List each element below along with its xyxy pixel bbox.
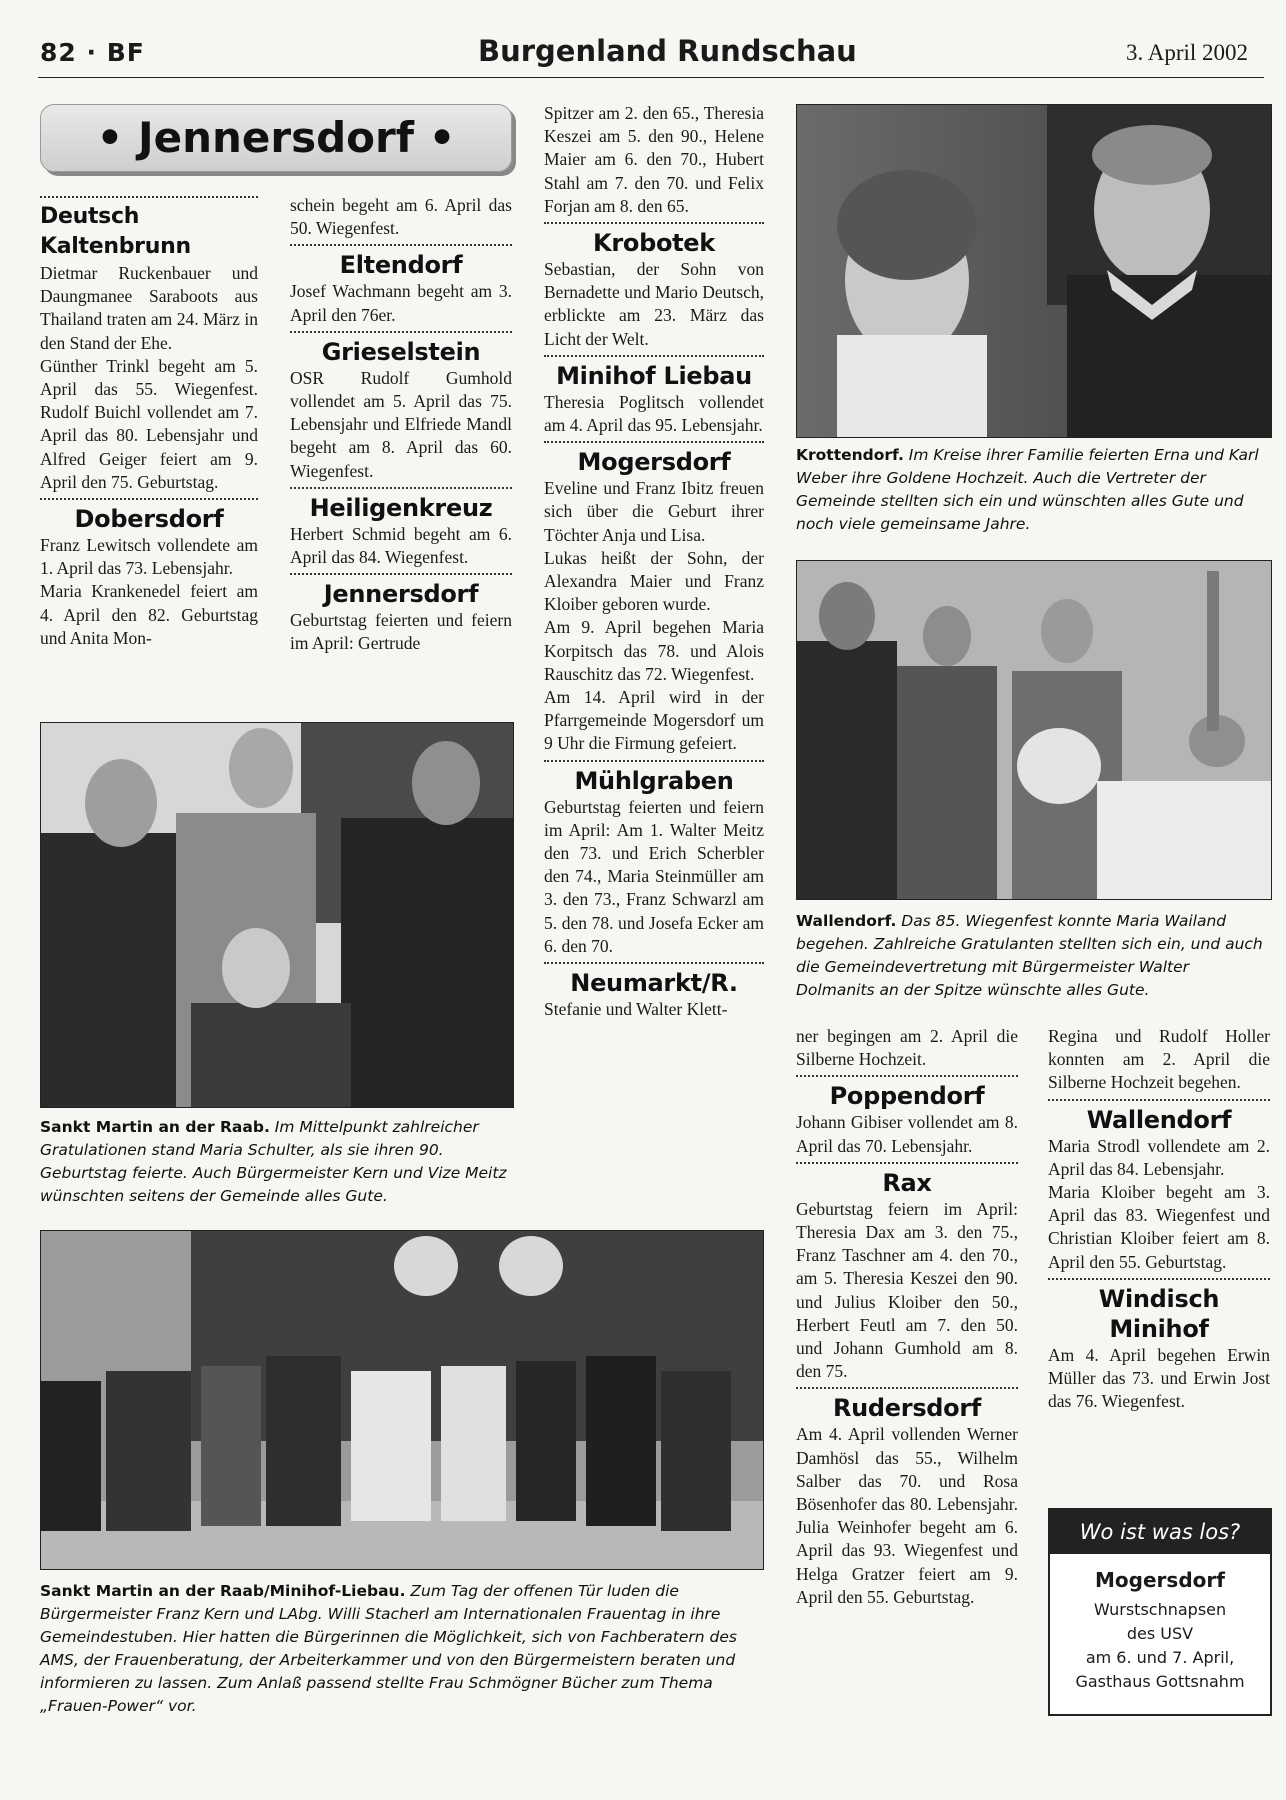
dotted-separator [544,962,764,964]
paragraph: Johann Gibiser vollendet am 8. April das 70. Lebensjahr. [796,1112,1018,1156]
paragraph: Dietmar Ruckenbauer und Daungmanee Saraboots aus Thailand traten am 24. März in den Stand der Ehe. [40,263,258,353]
section-title: Minihof Liebau [556,361,752,390]
section-neumarkt [544,962,764,1021]
infobox-line: am 6. und 7. April, [1085,1648,1235,1667]
section-title: Eltendorf [339,251,463,280]
paragraph: Günther Trinkl begeht am 5. April das 55. Wiegenfest. Rudolf Buichl vollendet am 7. April das 80. Lebensjahr und Alfred Geiger feiert am 9. April den 75. Geburtstag. [40,355,258,492]
paragraph: Lukas heißt der Sohn, der Alexandra Maier und Franz Kloiber geboren wurde. [544,547,764,615]
paragraph: Josef Wachmann begeht am 3. April den 76er. [290,281,512,325]
photo-wallendorf [796,560,1272,900]
section-jennersdorf [290,573,512,655]
dotted-separator [796,1075,1018,1077]
section-muehlgraben [544,760,764,958]
section-title: Krobotek [593,229,715,258]
photo-sankt-martin-image [41,723,513,1107]
section-title: Dobersdorf [74,505,224,534]
infobox-header: Wo ist was los? [1050,1510,1270,1554]
paragraph: ner begingen am 2. April die Silberne Hochzeit. [796,1026,1018,1070]
infobox-line: Wurstschnapsen [1093,1600,1227,1619]
paragraph: Theresia Poglitsch vollendet am 4. April das 95. Lebensjahr. [544,391,764,436]
paragraph: schein begeht am 6. April das 50. Wiegenfest. [290,195,512,239]
section-title: Neumarkt/R. [570,969,738,998]
caption-place: Wallendorf. [796,912,897,930]
paragraph: Spitzer am 2. den 65., Theresia Keszei am 5. den 90., Helene Maier am 6. den 70., Hubert Stahl am 7. den 70. und Felix Forjan am 8. den 65. [544,103,764,216]
paragraph: Herbert Schmid begeht am 6. April das 84. Wiegenfest. [290,523,512,568]
caption-text: Im Mittelpunkt zahlreicher Gratulationen stand Maria Schulter, als sie ihren 90. Geburtstag feierte. Auch Bürgermeister Kern und Vize Meitz wünschten seitens der Gemeinde alles Gute. [40,1118,507,1205]
paragraph: Am 14. April wird in der Pfarrgemeinde Mogersdorf um 9 Uhr die Firmung gefeiert. [544,687,764,754]
section-minihof-liebau [544,355,764,437]
section-title: Mühlgraben [574,766,734,795]
photo-minihof-liebau-image [41,1231,763,1569]
caption-minihof-liebau [40,1580,762,1718]
column-1 [40,196,258,650]
section-title: Wallendorf [1086,1105,1232,1134]
dotted-separator [544,222,764,224]
column-2 [290,194,512,656]
dotted-separator [40,196,258,198]
section-krobotek [544,222,764,351]
section-title: Grieselstein [321,337,481,366]
photo-krottendorf-image [797,105,1271,437]
section-deutsch-kaltenbrunn [40,196,258,494]
dotted-separator [1048,1099,1270,1101]
section-wallendorf [1048,1099,1270,1274]
section-rudersdorf [796,1387,1018,1609]
caption-wallendorf [796,910,1270,1002]
dotted-separator [1048,1278,1270,1280]
photo-sankt-martin [40,722,514,1108]
section-windisch-minihof [1048,1278,1270,1414]
paragraph: Maria Kloiber begeht am 3. April das 83. Wiegenfest und Christian Kloiber feiert am 8. April den 55. Geburtstag. [1048,1182,1270,1272]
dotted-separator [544,355,764,357]
column-5 [1048,1025,1270,1413]
section-heiligenkreuz [290,487,512,569]
caption-text: Das 85. Wiegenfest konnte Maria Wailand begehen. Zahlreiche Gratulanten stellten sich ein, und auch die Gemeindevertretung mit Bürgermeister Walter Dolmanits an der Spitze wünschte alles Gute. [796,912,1263,999]
paragraph: Regina und Rudolf Holler konnten am 2. April die Silberne Hochzeit begehen. [1048,1026,1270,1093]
section-title: Deutsch Kaltenbrunn [40,204,191,259]
newspaper-title: Burgenland Rundschau [478,34,857,68]
dotted-separator [290,331,512,333]
page-number: 82 · BF [40,38,145,67]
caption-place: Sankt Martin an der Raab/Minihof-Liebau. [40,1582,406,1600]
section-mogersdorf [544,441,764,755]
photo-krottendorf [796,104,1272,438]
dotted-separator [290,573,512,575]
paragraph: Geburtstag feierten und feiern im April: Gertrude [290,610,512,654]
paragraph: Maria Strodl vollendete am 2. April das 84. Lebensjahr. [1048,1135,1270,1179]
column-4 [796,1025,1018,1609]
section-title: Heiligenkreuz [309,493,493,522]
event-infobox [1048,1508,1272,1716]
infobox-line: des USV [1126,1624,1194,1643]
banner-title: • Jennersdorf • [96,113,456,162]
section-grieselstein [290,331,512,483]
infobox-line: Gasthaus Gottsnahm [1075,1672,1245,1691]
section-banner [40,104,512,172]
dotted-separator [40,498,258,500]
caption-krottendorf [796,444,1270,536]
paragraph: Maria Krankenedel feiert am 4. April den 82. Geburtstag und Anita Mon- [40,581,258,648]
section-poppendorf [796,1075,1018,1157]
paragraph: Franz Lewitsch vollendete am 1. April das 73. Lebensjahr. [40,535,258,579]
infobox-place: Mogersdorf [1095,1568,1225,1592]
section-title: Windisch Minihof [1098,1284,1220,1343]
paragraph: Geburtstag feiern im April: Theresia Dax am 3. den 75., Franz Taschner am 4. den 70., am 5. Theresia Keszei den 90. und Julius Kloiber den 50., Herbert Feutl am 7. den 50. und Johann Gumhold am 8. den 75. [796,1198,1018,1382]
paragraph: Am 4. April begehen Erwin Müller das 73. und Erwin Jost das 76. Wiegenfest. [1048,1344,1270,1412]
paragraph: Sebastian, der Sohn von Bernadette und Mario Deutsch, erblickte am 23. März das Licht der Welt. [544,259,764,349]
dotted-separator [290,244,512,246]
section-eltendorf [290,244,512,326]
section-title: Rax [882,1168,932,1197]
caption-text: Zum Tag der offenen Tür luden die Bürgermeister Franz Kern und LAbg. Willi Stacherl am Internationalen Frauentag in ihre Gemeindestuben. Hier hatten die Bürgerinnen die Möglichkeit, sich von Fachberatern des AMS, der Frauenberatung, der Arbeiterkammer und von den Bürgermeistern beraten und informieren zu lassen. Zum Anlaß passend stellte Frau Schmögner Bücher zum Thema „Frauen-Power“ vor. [40,1582,737,1715]
paragraph: Geburtstag feierten und feiern im April: Am 1. Walter Meitz den 73. und Erich Scherbler den 74., Maria Steinmüller am 3. den 73., Franz Schwarzl am 5. den 78. und Josefa Ecker am 6. den 70. [544,796,764,956]
dotted-separator [796,1387,1018,1389]
section-dobersdorf [40,498,258,650]
dotted-separator [544,441,764,443]
caption-sankt-martin [40,1116,514,1208]
section-rax [796,1162,1018,1384]
caption-place: Krottendorf. [796,446,904,464]
dotted-separator [544,760,764,762]
paragraph: Eveline und Franz Ibitz freuen sich über die Geburt ihrer Töchter Anja und Lisa. [544,478,764,545]
paragraph: Stefanie und Walter Klett- [544,999,728,1020]
section-title: Mogersdorf [577,448,731,477]
section-title: Poppendorf [829,1082,985,1111]
caption-place: Sankt Martin an der Raab. [40,1118,270,1136]
header-rule [38,77,1264,78]
dotted-separator [290,487,512,489]
paragraph: Am 4. April vollenden Werner Damhösl das 55., Wilhelm Salber das 70. und Rosa Bösenhofer das 80. Lebensjahr. Julia Weinhofer begeht am 6. April das 93. Wiegenfest und Helga Gratzer feiert am 9. April den 55. Geburtstag. [796,1424,1018,1607]
column-3 [544,102,764,1021]
paragraph: Am 9. April begehen Maria Korpitsch das 78. und Alois Rauschitz das 72. Wiegenfest. [544,617,764,684]
dotted-separator [796,1162,1018,1164]
issue-date: 3. April 2002 [1126,40,1249,65]
paragraph: OSR Rudolf Gumhold vollendet am 5. April das 75. Lebensjahr und Elfriede Mandl begeht am 8. April das 60. Wiegenfest. [290,367,512,481]
photo-minihof-liebau [40,1230,764,1570]
section-title: Jennersdorf [323,580,479,609]
caption-text: Im Kreise ihrer Familie feierten Erna und Karl Weber ihre Goldene Hochzeit. Auch die Vertreter der Gemeinde stellten sich ein und wünschten alles Gute und noch viele gemeinsame Jahre. [796,446,1259,533]
section-title: Rudersdorf [832,1394,982,1423]
photo-wallendorf-image [797,561,1271,899]
